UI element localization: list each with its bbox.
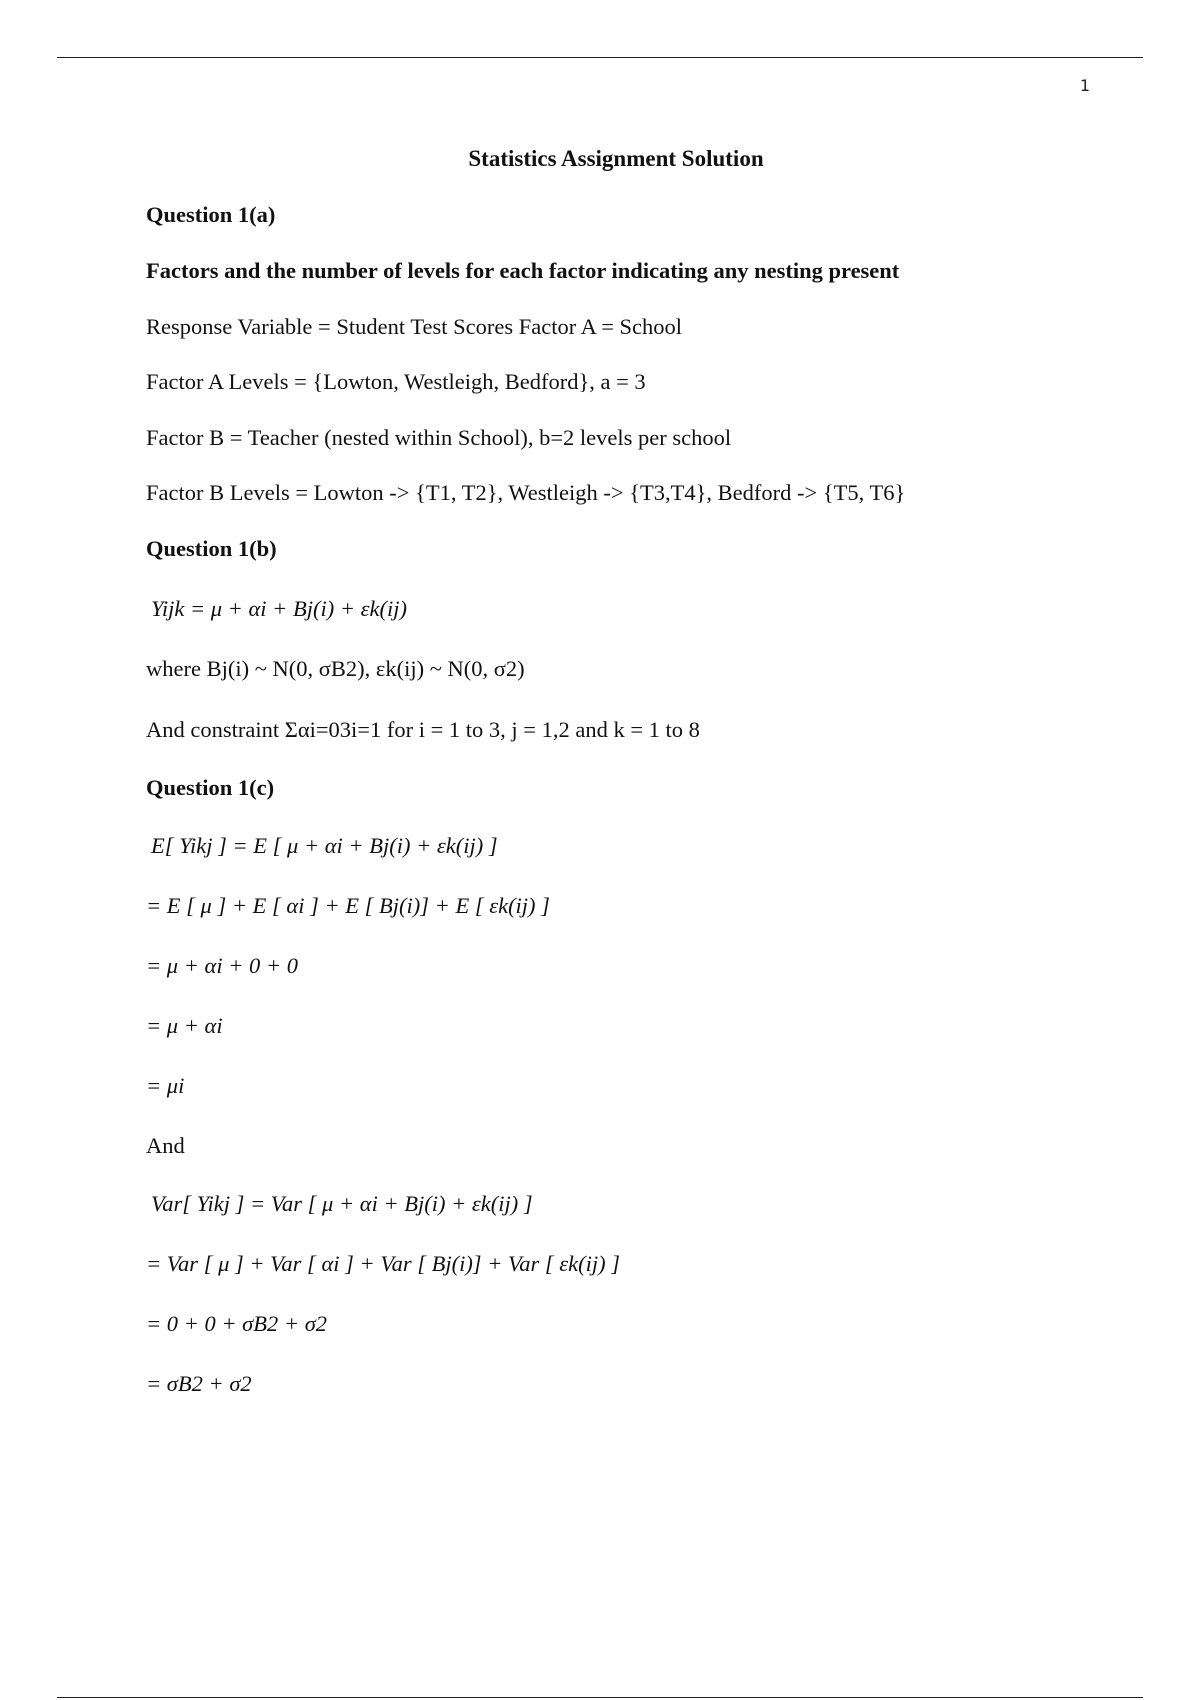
- q1b-distribution-line: where Bj(i) ~ N(0, σB2), εk(ij) ~ N(0, σ2): [146, 656, 525, 681]
- question-1b-heading: Question 1(b): [146, 536, 277, 561]
- page-number: 1: [1079, 76, 1091, 95]
- question-1a-subheading: Factors and the number of levels for each factor indicating any nesting present: [146, 258, 900, 283]
- q1c-expectation-line-4: = μ + αi: [146, 1013, 223, 1038]
- q1c-expectation-line-3: = μ + αi + 0 + 0: [146, 953, 298, 978]
- q1c-variance-line-4: = σB2 + σ2: [146, 1371, 252, 1396]
- q1c-expectation-line-1: E[ Yikj ] = E [ μ + αi + Bj(i) + εk(ij) ]: [151, 833, 498, 858]
- q1a-line-factor-a-levels: Factor A Levels = {Lowton, Westleigh, Bedford}, a = 3: [146, 369, 646, 394]
- q1a-line-factor-b-levels: Factor B Levels = Lowton -> {T1, T2}, Westleigh -> {T3,T4}, Bedford -> {T5, T6}: [146, 480, 906, 505]
- q1c-variance-line-1: Var[ Yikj ] = Var [ μ + αi + Bj(i) + εk(ij) ]: [151, 1191, 533, 1216]
- question-1c-heading: Question 1(c): [146, 775, 275, 800]
- header-rule: [57, 57, 1143, 58]
- q1a-line-factor-b: Factor B = Teacher (nested within School), b=2 levels per school: [146, 425, 732, 450]
- footer-rule: [57, 1697, 1143, 1698]
- document-title: Statistics Assignment Solution: [468, 146, 764, 171]
- q1c-expectation-line-2: = E [ μ ] + E [ αi ] + E [ Bj(i)] + E [ εk(ij) ]: [146, 893, 550, 918]
- q1c-expectation-line-5: = μi: [146, 1073, 185, 1098]
- q1b-model-equation: Yijk = μ + αi + Bj(i) + εk(ij): [151, 596, 407, 621]
- q1b-constraint-line: And constraint Σαi=03i=1 for i = 1 to 3, j = 1,2 and k = 1 to 8: [146, 717, 700, 742]
- q1c-variance-line-2: = Var [ μ ] + Var [ αi ] + Var [ Bj(i)] + Var [ εk(ij) ]: [146, 1251, 620, 1276]
- q1c-variance-line-3: = 0 + 0 + σB2 + σ2: [146, 1311, 328, 1336]
- q1c-and-line: And: [146, 1133, 185, 1158]
- q1a-line-response-variable: Response Variable = Student Test Scores Factor A = School: [146, 314, 683, 339]
- question-1a-heading: Question 1(a): [146, 202, 276, 227]
